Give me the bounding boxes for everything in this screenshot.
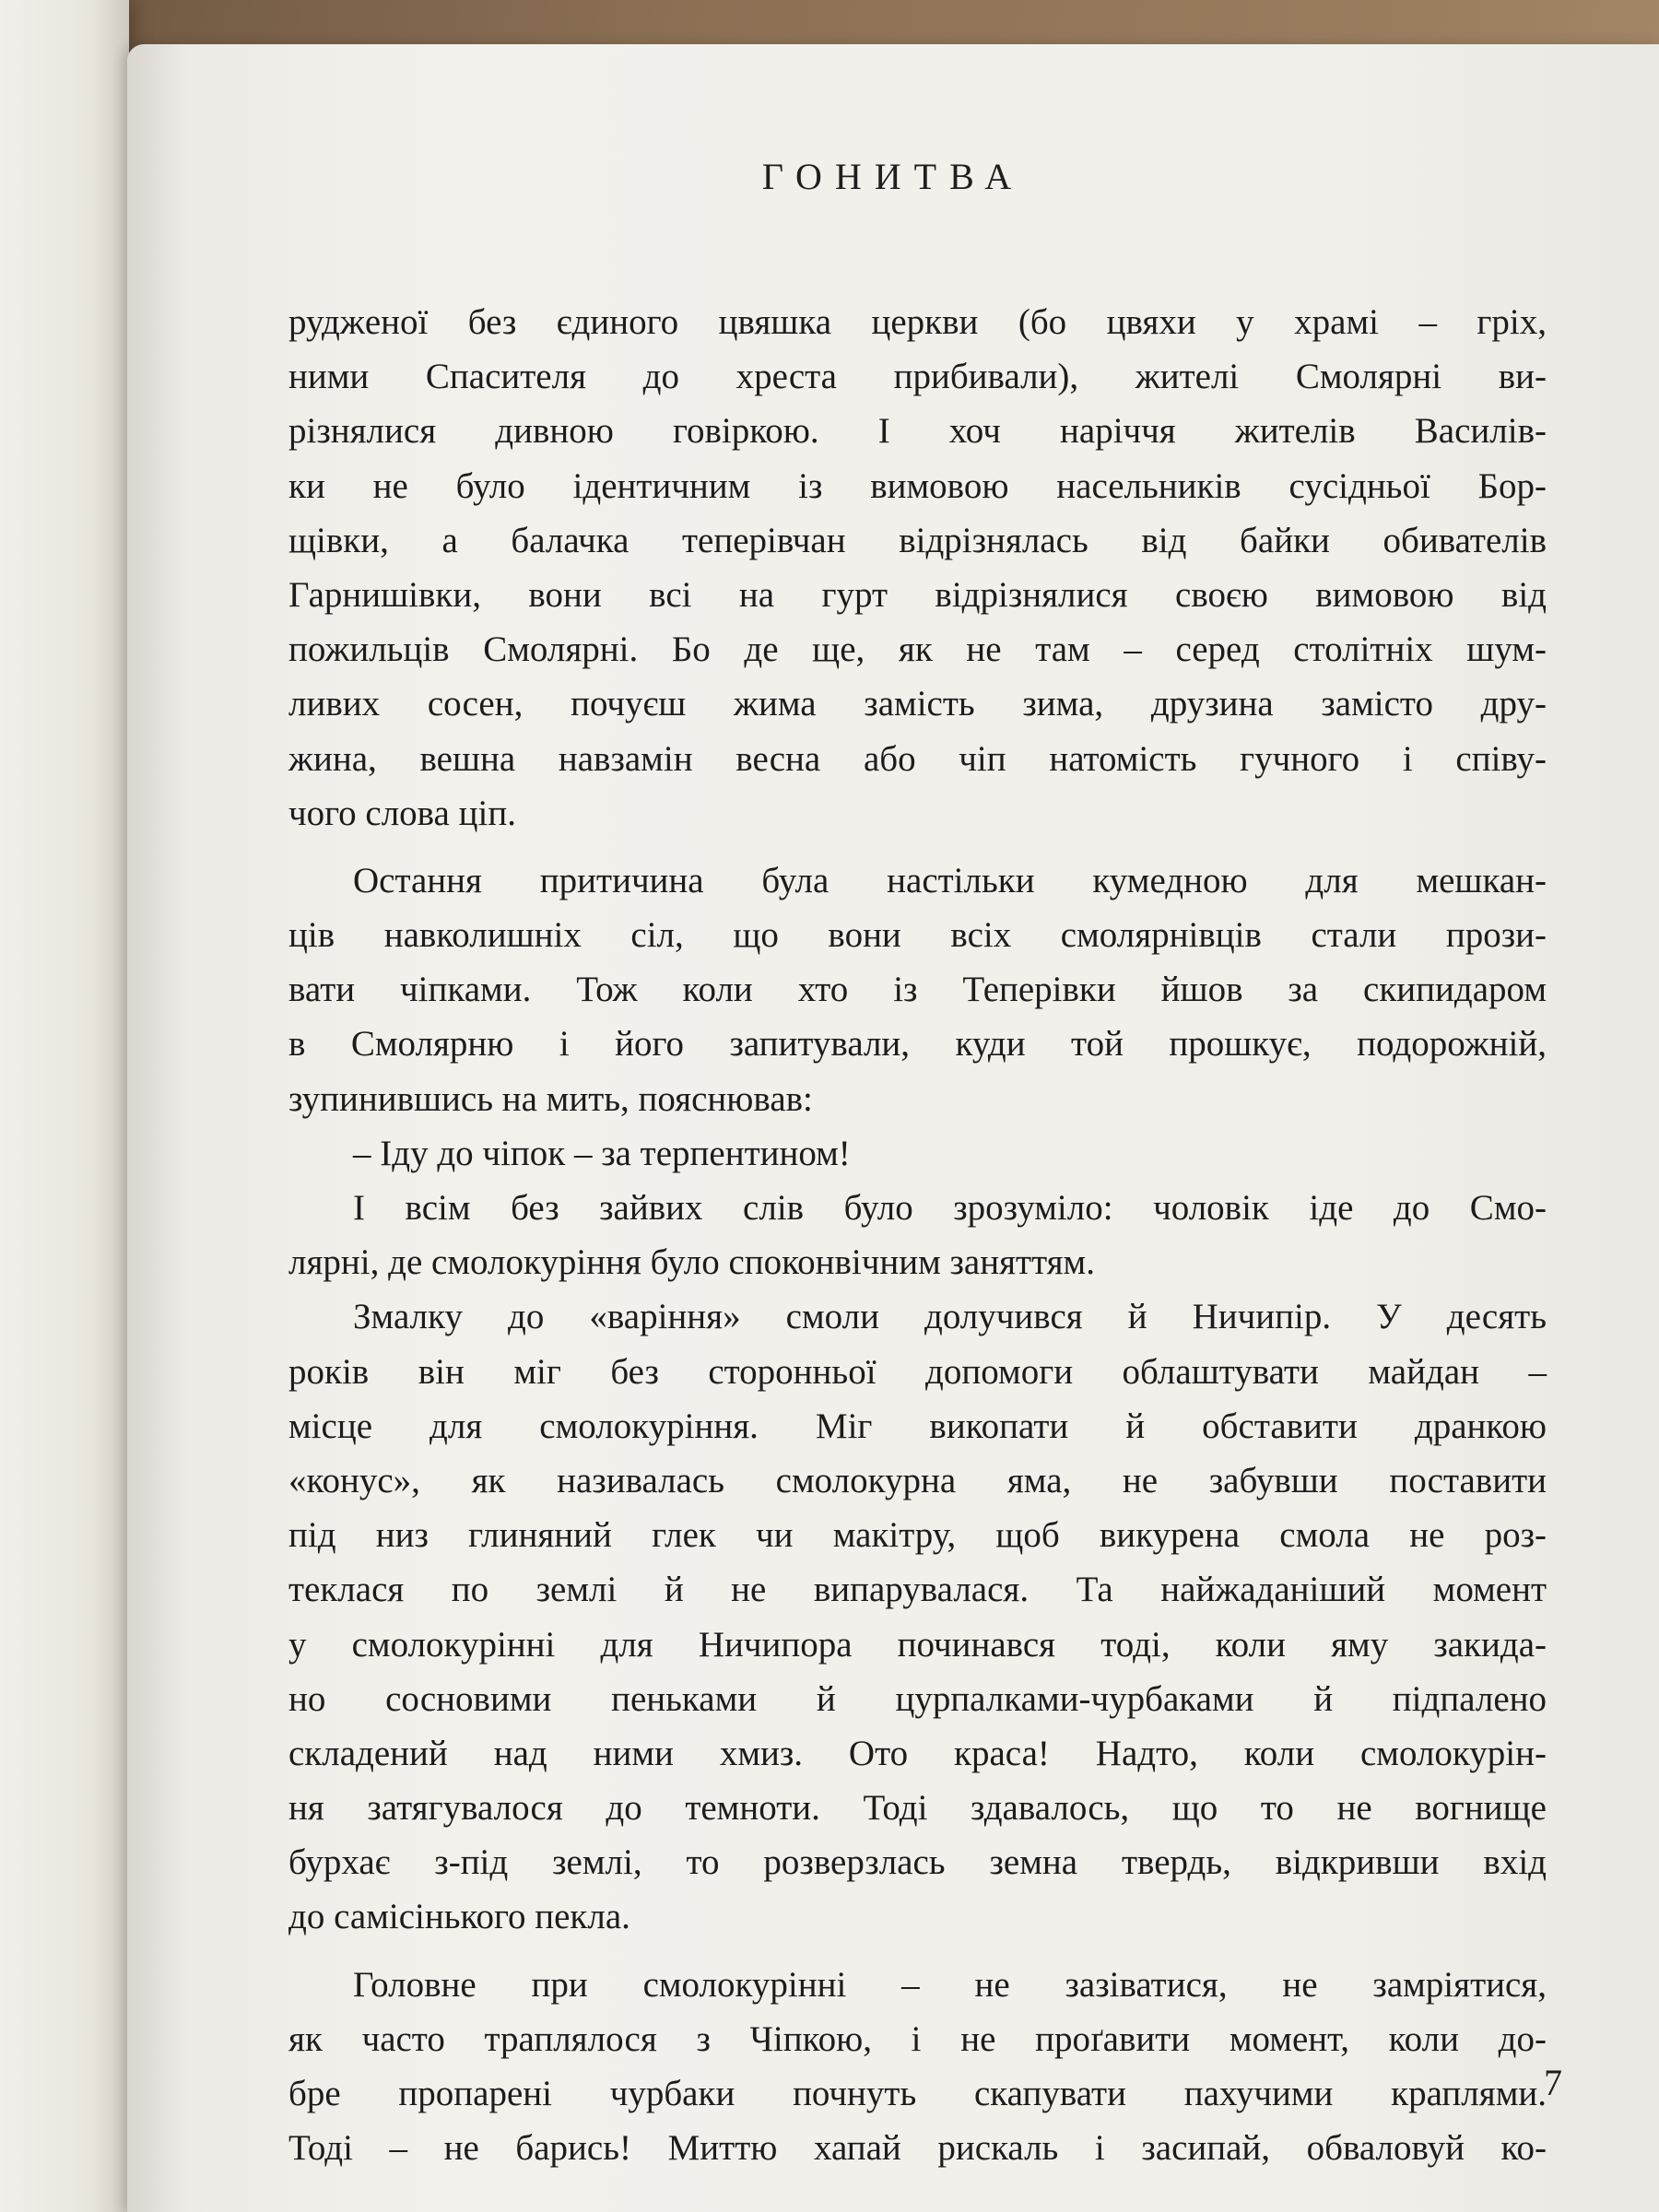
text-line: в Смолярню і його запитували, куди той прошкує, подорожній, [288, 1024, 1547, 1065]
text-line: ців навколишніх сіл, що вони всіх смолярнівців стали прози- [288, 915, 1547, 956]
body-text [288, 295, 1547, 2175]
text-line: різнялися дивною говіркою. І хоч наріччя жителів Василів- [288, 411, 1547, 452]
text-line: «конус», як називалась смолокурна яма, не забувши поставити [288, 1460, 1547, 1500]
book-page [127, 44, 1659, 2212]
text-line: років він міг без сторонньої допомоги облаштувати майдан – [288, 1351, 1547, 1392]
text-line: І всім без зайвих слів було зрозуміло: чоловік іде до Смо- [353, 1188, 1547, 1228]
text-line: до самісінького пекла. [288, 1897, 630, 1937]
text-line: як часто траплялося з Чіпкою, і не проґавити момент, коли до- [288, 2018, 1547, 2059]
text-line: пожильців Смолярні. Бо де ще, як не там – серед столітніх шум- [288, 629, 1547, 670]
page-number: 7 [1544, 2062, 1562, 2103]
text-line: ки не було ідентичним із вимовою насельників сусідньої Бор- [288, 465, 1547, 506]
text-line: місце для смолокуріння. Міг викопати й обставити дранкою [288, 1406, 1547, 1446]
paragraph-gap [288, 1945, 1547, 1958]
text-line: лярні, де смолокуріння було споконвічним заняттям. [288, 1242, 1095, 1283]
text-line: – Іду до чіпок – за терпентином! [353, 1133, 851, 1173]
text-line: зупинившись на мить, пояснював: [288, 1078, 813, 1119]
text-line: складений над ними хмиз. Ото краса! Надто, коли смолокурін- [288, 1733, 1547, 1773]
text-line: Остання притичина була настільки кумедною для мешкан- [353, 860, 1547, 900]
text-line: жина, вешна навзамін весна або чіп натомість гучного і співу- [288, 738, 1547, 779]
text-line: но сосновими пеньками й цурпалками-чурбаками й підпалено [288, 1678, 1547, 1719]
text-line: Гарнишівки, вони всі на гурт відрізнялися своєю вимовою від [288, 574, 1547, 615]
text-line: ними Спасителя до хреста прибивали), жителі Смолярні ви- [288, 357, 1547, 397]
text-line: руджeної без єдиного цвяшка церкви (бо цвяхи у храмі – гріх, [288, 302, 1547, 342]
text-line: Головне при смолокурінні – не зазіватися, не замріятися, [353, 1964, 1547, 2005]
text-line: теклася по землі й не випарувалася. Та найжаданіший момент [288, 1570, 1547, 1610]
running-header: ГОНИТВА [761, 156, 1025, 197]
text-line: вати чіпками. Тож коли хто із Теперівки йшов за скипидаром [288, 970, 1547, 1010]
paragraph-gap [288, 841, 1547, 853]
text-line: під низ глиняний глек чи макітру, щоб викурена смола не роз- [288, 1515, 1547, 1556]
text-line: ливих сосен, почуєш жима замість зима, друзина замісто дру- [288, 684, 1547, 724]
text-line: Тоді – не барись! Миттю хапай рискаль і засипай, обваловуй ко- [288, 2128, 1547, 2169]
left-book-page [0, 0, 129, 2212]
text-line: ня затягувалося до темноти. Тоді здавалось, що то не вогнище [288, 1788, 1547, 1829]
text-line: чого слова ціп. [288, 793, 516, 833]
text-line: бурхає з-під землі, то розверзлась земна твердь, відкривши вхід [288, 1842, 1547, 1883]
text-line: щівки, а балачка теперівчан відрізнялась від байки обивателів [288, 520, 1547, 560]
text-line: у смолокурінні для Ничипора починався тоді, коли яму закида- [288, 1624, 1547, 1665]
text-line: бре пропарені чурбаки почнуть скапувати пахучими краплями. [288, 2074, 1547, 2113]
text-line: Змалку до «варіння» смоли долучився й Ничипір. У десять [353, 1297, 1547, 1337]
